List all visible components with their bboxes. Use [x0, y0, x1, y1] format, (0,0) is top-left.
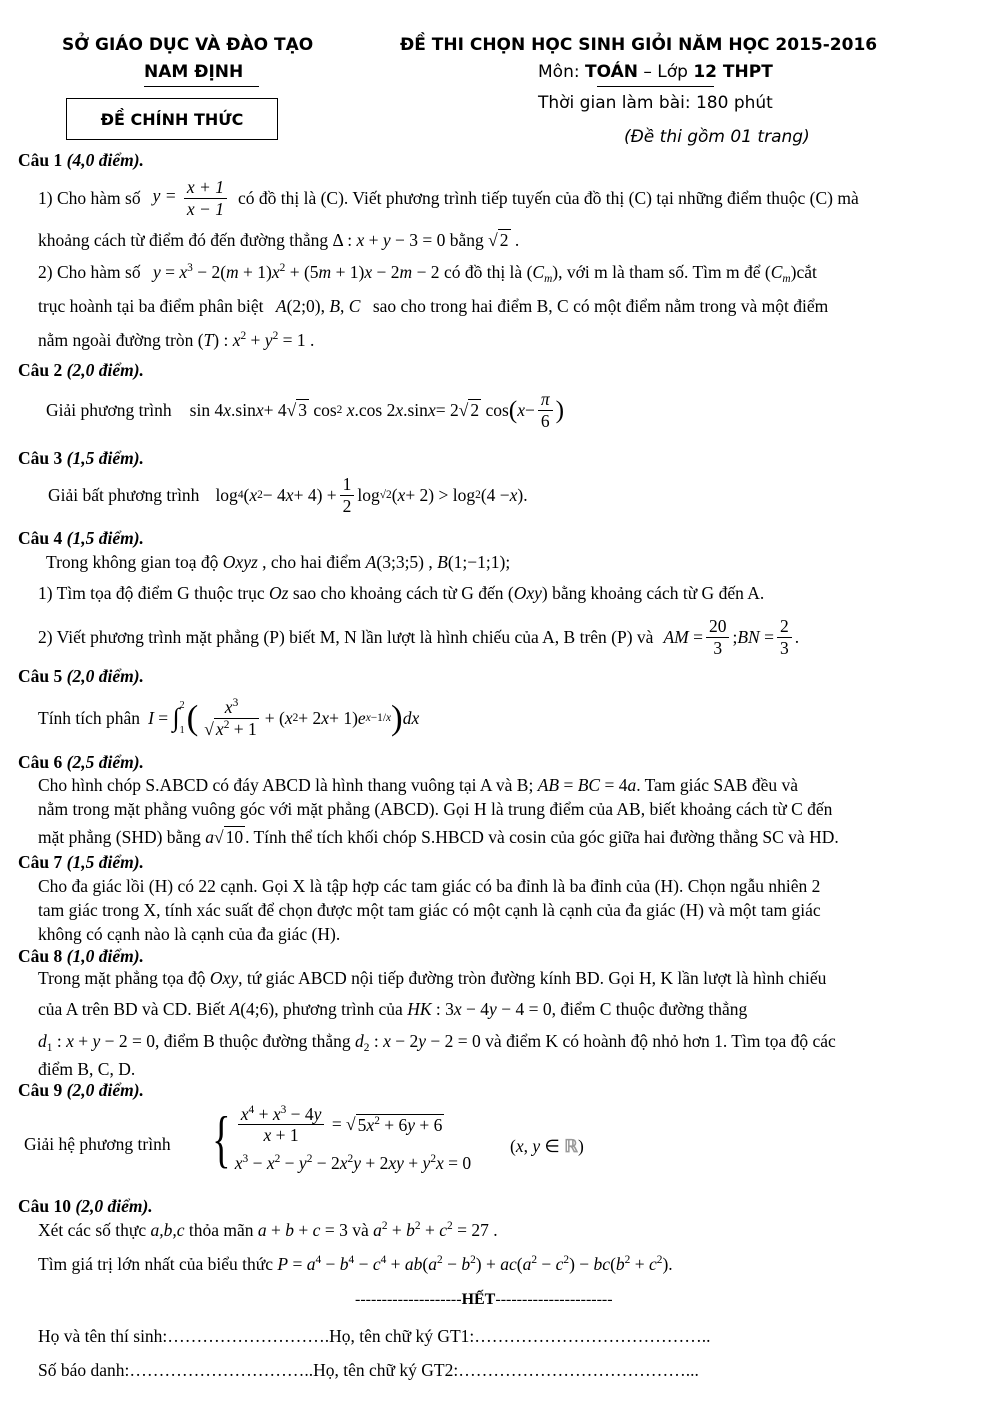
- q3-text: Giải bất phương trình: [48, 484, 200, 505]
- q3-heading: [18, 448, 144, 469]
- q4-heading: [18, 528, 144, 549]
- q9-domain: (x, y ∈ ℝ): [510, 1136, 584, 1156]
- q1-function-formula: y = $\frac{x + 1}{x - 1}$: [153, 177, 230, 218]
- q9-text: Giải hệ phương trình: [24, 1134, 171, 1154]
- q10-sum: a + b + c = 3: [257, 1220, 353, 1240]
- q1-fraction: $\frac{x + 1}{x - 1}$: [184, 177, 227, 218]
- q7-line1: Cho đa giác lồi (H) có 22 cạnh. Gọi X là tập hợp các tam giác có ba đỉnh là ba đỉnh của (H). Chọn ngẫu nhiên 2: [38, 876, 821, 896]
- q6-line3: [38, 826, 966, 848]
- q5-text: Tính tích phân: [38, 707, 141, 728]
- q4-intro-b: , cho hai điểm: [262, 552, 362, 572]
- subject-prefix: Môn:: [538, 62, 585, 82]
- q1-line-delta: Δ : x + y − 3 = 0: [332, 230, 450, 250]
- q4-p1a: 1) Tìm tọa độ điểm G thuộc trục: [38, 583, 265, 603]
- q1-p2g: nằm ngoài đường tròn: [38, 330, 194, 350]
- q7-heading: [18, 852, 144, 873]
- q6-line2: nằm trong mặt phẳng vuông góc với mặt phẳng (ABCD). Gọi H là trung điểm của AB, biết khoảng cách từ C đến: [38, 799, 833, 819]
- q8-line1: [38, 967, 966, 989]
- q7-line2: tam giác trong X, tính xác suất để chọn được một tam giác có một cạnh là cạnh của đa giác (H) và một tam giác: [38, 900, 821, 920]
- grade: 12 THPT: [693, 62, 773, 82]
- q6-l1b: . Tam giác SAB đều và: [636, 775, 798, 795]
- q8-d2-eq: $d_2$ : x − 2y − 2 = 0: [355, 1031, 486, 1054]
- header-province: NAM ĐỊNH: [144, 62, 244, 82]
- q10-sumsq: $a^2 + b^2 + c^2 = 27$ .: [373, 1220, 498, 1240]
- header-dept: SỞ GIÁO DỤC VÀ ĐÀO TẠO: [62, 35, 314, 55]
- q3-inequality: log 4 ( x 2 − 4 x + 4) + $\frac{1}{2}$ log √2 ( x + 2) > log 2 (4 − x ).: [215, 474, 528, 516]
- q10-title: Câu 10: [18, 1196, 71, 1216]
- q4-part2: [38, 612, 799, 662]
- q8-line3: [38, 1030, 966, 1052]
- q5-title: Câu 5: [18, 666, 63, 686]
- q1-part1-line2: [38, 229, 966, 251]
- subject-underline: [597, 86, 714, 87]
- q1-p1d: bằng: [449, 230, 484, 250]
- q6-points: (2,5 điểm).: [66, 752, 144, 772]
- q8-l1a: Trong mặt phẳng tọa độ: [38, 968, 206, 988]
- q4-intro-a: Trong không gian toạ độ: [46, 552, 219, 572]
- q10-l1c: và: [352, 1220, 369, 1240]
- q8-heading: [18, 946, 144, 967]
- q8-l2a: của A trên BD và CD. Biết: [38, 999, 226, 1019]
- subject: TOÁN: [584, 62, 638, 82]
- candidate-name-line: Họ và tên thí sinh:……………………….Họ, tên chữ ký GT1:…………………………………..: [38, 1326, 711, 1346]
- q2-line: [46, 384, 564, 436]
- q10-expression: $P = a^4 - b^4 - c^4 + ab(a^2 - b^2) + ac(a^2 - c^2) - bc(b^2 + c^2)$.: [277, 1254, 673, 1274]
- q2-heading: [18, 360, 144, 381]
- official-label: ĐỀ CHÍNH THỨC: [100, 109, 244, 129]
- q1-title: Câu 1: [18, 150, 63, 170]
- q2-title: Câu 2: [18, 360, 63, 380]
- q6-heading: [18, 752, 144, 773]
- q1-p2c: , với m là tham số. Tìm m để: [558, 262, 761, 282]
- q6-line1: [38, 774, 966, 796]
- q7-points: (1,5 điểm).: [66, 852, 144, 872]
- q4-points-ab: A(3;3;5) , B(1;−1;1);: [365, 552, 511, 572]
- q4-oxy: (Oxy): [507, 583, 553, 603]
- q1-sqrt2: √ 2 .: [488, 230, 520, 250]
- q8-l3b: và điểm K có hoành độ nhỏ hơn 1. Tìm tọa độ các: [485, 1031, 836, 1051]
- q9-system: [206, 1104, 471, 1174]
- q10-l1b: thỏa mãn: [188, 1220, 254, 1240]
- q8-l3a: , điểm B thuộc đường thẳng: [155, 1031, 351, 1051]
- q10-l2: Tìm giá trị lớn nhất của biểu thức: [38, 1254, 273, 1274]
- q9-title: Câu 9: [18, 1080, 63, 1100]
- end-dashes-left: --------------------: [355, 1291, 462, 1308]
- q1-part2-line2: [38, 295, 966, 317]
- q4-title: Câu 4: [18, 528, 63, 548]
- q8-l2b: , phương trình của: [274, 999, 403, 1019]
- q5-line: [38, 688, 419, 748]
- q2-points: (2,0 điểm).: [66, 360, 144, 380]
- end-marker: [355, 1291, 613, 1309]
- q1-part2-line3: [38, 329, 966, 351]
- q1-circle-t: (T) : $x^2 + y^2 = 1$ .: [197, 330, 315, 350]
- q1-heading: [18, 150, 144, 171]
- q9-equation-2: $x^3 - x^2 - y^2 - 2x^2y + 2xy + y^2x = 0$: [234, 1153, 472, 1174]
- q10-points: (2,0 điểm).: [75, 1196, 153, 1216]
- exam-title: ĐỀ THI CHỌN HỌC SINH GIỎI NĂM HỌC 2015-2016: [400, 35, 878, 55]
- q8-line2: [38, 998, 966, 1020]
- q4-oxyz: Oxyz: [222, 552, 263, 572]
- q10-line1: [38, 1220, 498, 1241]
- province-underline: [144, 86, 259, 87]
- q6-l3b: . Tính thể tích khối chóp S.HBCD và cosin của góc giữa hai đường thẳng SC và HD.: [245, 827, 839, 847]
- q4-p1b: sao cho khoảng cách từ G đến: [292, 583, 504, 603]
- q9-points: (2,0 điểm).: [66, 1080, 144, 1100]
- q1-cm: $(C_m)$: [526, 262, 559, 285]
- q1-part2-line1: [38, 261, 966, 283]
- q6-a-sqrt10: a√ 10: [205, 827, 244, 847]
- q4-oz: Oz: [269, 583, 293, 603]
- q8-oxy: Oxy: [209, 968, 239, 988]
- q1-p2b: có đồ thị là: [443, 262, 523, 282]
- q1-p1c: khoảng cách từ điểm đó đến đường thẳng: [38, 230, 329, 250]
- q10-line2: [38, 1254, 673, 1275]
- q4-points: (1,5 điểm).: [66, 528, 144, 548]
- q8-points: (1,0 điểm).: [66, 946, 144, 966]
- q9-brace: {: [212, 1103, 231, 1175]
- q9-equation-1: $\frac{x^4 + x^3 - 4y}{x + 1}$ = √ $5x^2 + 6y + 6$: [235, 1104, 471, 1145]
- q8-l1b: , tứ giác ABCD nội tiếp đường tròn đường kính BD. Gọi H, K lần lượt là hình chiếu: [238, 968, 827, 988]
- end-dashes-right: ----------------------: [495, 1291, 613, 1308]
- q1-p2e: trục hoành tại ba điểm phân biệt: [38, 296, 264, 316]
- q8-line4: điểm B, C, D.: [38, 1059, 136, 1079]
- q8-hk-eq: HK : 3x − 4y − 4 = 0: [407, 999, 552, 1019]
- q5-heading: [18, 666, 144, 687]
- q1-p1a: 1) Cho hàm số: [38, 188, 141, 208]
- q5-integral: I = ∫ 2 1 ( $\frac{x^3}{√ x^2 + 1}$ + ( x 2 + 2 x + 1) e x−1/x ) dx: [148, 697, 420, 739]
- q1-p1b: có đồ thị là (C). Viết phương trình tiếp tuyến của đồ thị (C) tại những điểm thuộc (C) mà: [237, 188, 859, 208]
- q7-title: Câu 7: [18, 852, 63, 872]
- pages-note: (Đề thi gồm 01 trang): [624, 127, 810, 147]
- end-word: HẾT: [461, 1291, 496, 1308]
- q3-fraction: $\frac{1}{2}$: [340, 474, 355, 515]
- q7-line3: không có cạnh nào là cạnh của đa giác (H).: [38, 924, 341, 944]
- q2-fraction: $\frac{\pi}{6}$: [538, 389, 553, 430]
- official-box: [66, 98, 278, 140]
- q1-p2f: sao cho trong hai điểm B, C có một điểm nằm trong và một điểm: [372, 296, 829, 316]
- q6-l3a: mặt phẳng (SHD) bằng: [38, 827, 201, 847]
- q1-cm-2: $(C_m)$: [764, 262, 797, 285]
- q8-l2c: , điểm C thuộc đường thẳng: [551, 999, 748, 1019]
- q9-heading: [18, 1080, 144, 1101]
- q4-distances: AM = $\frac{20}{3}$ ; BN = $\frac{2}{3}$ .: [663, 616, 800, 658]
- q4-p1c: bằng khoảng cách từ G đến A.: [552, 583, 765, 603]
- q1-points: (4,0 điểm).: [66, 150, 144, 170]
- exam-subject-line: [538, 62, 773, 82]
- q6-ab-bc: AB = BC = 4a: [537, 775, 637, 795]
- candidate-id-line: Số báo danh:…………………………..Họ, tên chữ ký GT2:…………………………………...: [38, 1360, 699, 1380]
- q8-title: Câu 8: [18, 946, 63, 966]
- q8-point-a: A(4;6): [229, 999, 275, 1019]
- q1-p2d: cắt: [796, 262, 817, 282]
- q4-part1: [38, 583, 764, 604]
- q1-part1-line1: [38, 175, 966, 221]
- q1-points-abc: A(2;0), B, C: [275, 296, 361, 316]
- q1-p2a: 2) Cho hàm số: [38, 262, 141, 282]
- q4-p2: 2) Viết phương trình mặt phẳng (P) biết M, N lần lượt là hình chiếu của A, B trên (P) và: [38, 626, 654, 647]
- q10-heading: [18, 1196, 153, 1217]
- q3-points: (1,5 điểm).: [66, 448, 144, 468]
- q3-title: Câu 3: [18, 448, 63, 468]
- q4-intro: [46, 552, 510, 573]
- grade-prefix: – Lớp: [637, 62, 694, 82]
- q2-equation: sin 4 x .sin x + 4√ 3 cos 2 x .cos 2 x .sin x = 2√ 2 cos ( x − $\frac{\pi}{6}$ ): [189, 389, 565, 431]
- q10-l1a: Xét các số thực: [38, 1220, 147, 1240]
- q8-d1-eq: $d_1$ : x + y − 2 = 0: [38, 1031, 155, 1054]
- q3-line: [48, 470, 528, 520]
- q5-points: (2,0 điểm).: [66, 666, 144, 686]
- q2-text: Giải phương trình: [46, 399, 172, 420]
- exam-time: Thời gian làm bài: 180 phút: [538, 93, 773, 113]
- q6-l1a: Cho hình chóp S.ABCD có đáy ABCD là hình thang vuông tại A và B;: [38, 775, 534, 795]
- q1-cubic-formula: $y = x^3 - 2(m + 1)x^2 + (5m + 1)x - 2m - 2$: [152, 262, 440, 282]
- q10-abc: a,b,c: [150, 1220, 189, 1240]
- q6-title: Câu 6: [18, 752, 63, 772]
